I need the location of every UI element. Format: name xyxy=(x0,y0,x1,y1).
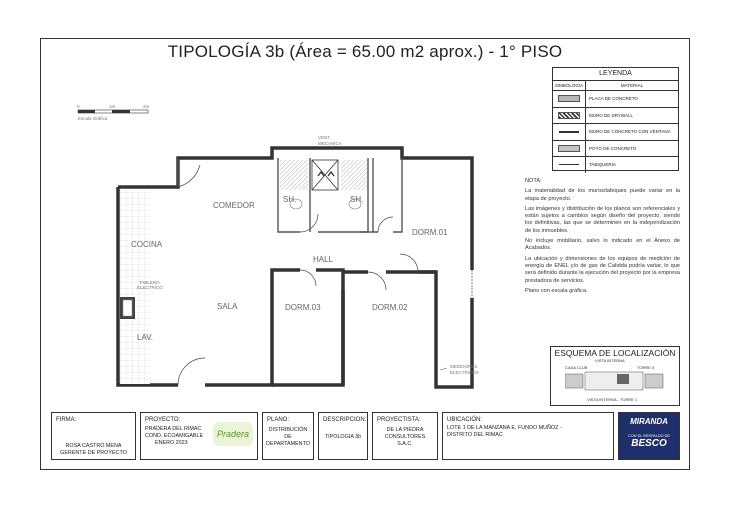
room-lav: LAV. xyxy=(137,333,154,342)
room-cocina: COCINA xyxy=(131,240,163,249)
descripcion-heading: DESCRIPCION: xyxy=(323,417,367,423)
room-hall: HALL xyxy=(313,255,334,264)
legend-col-material: MATERIAL xyxy=(620,83,644,88)
room-sh2: SH. xyxy=(350,195,364,204)
location-casa-club: CASA CLUB xyxy=(565,365,588,370)
legend-row xyxy=(553,141,678,158)
location-torre5: TORRE 5 xyxy=(637,365,655,370)
legend-row xyxy=(553,124,678,141)
legend-label: MURO DE CONCRETO CON VENTANA xyxy=(589,129,671,135)
ubicacion-heading: UBICACIÓN: xyxy=(447,417,483,423)
proyecto-line3: ENERO 2023 xyxy=(155,440,188,446)
partition-swatch xyxy=(559,164,579,165)
plano-heading: PLANO: xyxy=(267,417,290,423)
notes-heading: NOTA: xyxy=(525,178,542,184)
plano-box xyxy=(262,412,314,460)
firma-name: ROSA CASTRO MENA xyxy=(65,443,122,449)
room-dorm01: DORM.01 xyxy=(412,228,448,237)
legend-row xyxy=(553,91,678,108)
legend-label: TABIQUERIA xyxy=(589,162,616,168)
mecanica-label: MECANICA xyxy=(318,141,342,146)
electrico-label: ELECTRICO xyxy=(137,285,163,290)
legend-title: LEYENDA xyxy=(553,68,678,81)
scale-tick-0: 0 xyxy=(77,104,80,109)
legend-row xyxy=(553,108,678,125)
legend xyxy=(552,67,679,171)
concrete-bench-swatch xyxy=(558,145,580,152)
room-dorm03: DORM.03 xyxy=(285,303,321,312)
brand-miranda: MIRANDA xyxy=(630,417,668,426)
medidores-label: MEDIDORES xyxy=(450,364,478,369)
notes xyxy=(525,178,680,298)
brand-respaldo: CON EL RESPALDO DE xyxy=(628,434,670,438)
descripcion-value: TIPOLOGIA 3b xyxy=(324,434,362,440)
proyectista-line3: S.A.C. xyxy=(397,441,413,447)
location-map xyxy=(565,370,665,394)
note-4: La ubicación y dimensiones de los equipos de medición de energía de ENEL y/o de gas de Calidda podría variar, lo que será definido durante la ejecución del proyecto por la empresa prestadora de servicios. xyxy=(525,255,680,284)
legend-row xyxy=(553,157,678,173)
pradera-logo: Pradera xyxy=(213,422,253,446)
plano-line3: DEPARTAMENTO xyxy=(266,441,310,447)
note-1: La materialidad de los muros/tabiques puede variar en la etapa de proyecto. xyxy=(525,188,680,202)
proyectista-line2: CONSULTORES xyxy=(384,434,426,440)
proyectista-line1: DE LA PIEDRA xyxy=(386,427,424,433)
room-comedor: COMEDOR xyxy=(213,201,255,210)
page-title: TIPOLOGÍA 3b (Área = 65.00 m2 aprox.) - 1° PISO xyxy=(167,42,563,61)
scale-tick-2: 2m xyxy=(143,104,150,109)
proyecto-line1: PRADERA DEL RIMAC xyxy=(145,426,202,432)
vent-label: VENT. xyxy=(318,135,331,140)
scale-bar xyxy=(77,104,150,121)
ubicacion-line2: DISTRITO DEL RIMAC xyxy=(447,432,503,438)
brand-logo xyxy=(618,412,680,460)
legend-col-symbol: SIMBOLOGIA xyxy=(553,81,586,90)
proyectista-box xyxy=(372,412,438,460)
legend-label: PLACA DE CONCRETO xyxy=(589,96,638,102)
electricos-label: ELECTRICOS xyxy=(450,370,479,375)
note-5: Plano con escala gráfica. xyxy=(525,287,588,294)
legend-label: MURO DE DRYWALL xyxy=(589,112,634,118)
proyecto-heading: PROYECTO: xyxy=(145,417,181,423)
window-wall-swatch xyxy=(559,131,579,133)
location-vista-torre1: VISTA INTERNA - TORRE 1 xyxy=(587,397,638,402)
location-vista-interna: VISTA INTERNA xyxy=(595,358,625,363)
scale-tick-1: 1m xyxy=(109,104,116,109)
note-3: No incluye mobiliario, salvo lo indicado en el Anexo de Acabados. xyxy=(525,238,680,252)
room-sh1: SH. xyxy=(283,195,297,204)
proyectista-heading: PROYECTISTA: xyxy=(377,417,421,423)
plano-line1: DISTRIBUCIÓN xyxy=(268,427,308,433)
drywall-swatch xyxy=(558,112,580,119)
scale-label: Escala Gráfica xyxy=(78,116,108,121)
tablero-label: TABLERO xyxy=(139,280,160,285)
plano-line2: DE xyxy=(284,434,292,440)
legend-label: POYO DE CONCRETO xyxy=(589,145,637,151)
firma-box xyxy=(51,412,136,460)
ubicacion-line1: LOTE 1 DE LA MANZANA E, FUNDO MUÑOZ - xyxy=(447,425,562,431)
proyecto-line2: COND. ECOAMIGABLE xyxy=(145,433,204,439)
room-dorm02: DORM.02 xyxy=(372,303,408,312)
firma-role: GERENTE DE PROYECTO xyxy=(60,450,127,456)
descripcion-box xyxy=(318,412,368,460)
firma-heading: FIRMA: xyxy=(56,417,77,423)
brand-besco: BESCO xyxy=(631,438,667,449)
location-scheme xyxy=(550,346,680,406)
door-swings xyxy=(178,165,472,385)
room-sala: SALA xyxy=(217,302,238,311)
note-2: Las imágenes y distribución de los planos son referenciales y están sujetos a cambios según diseño del proyecto, siendo los definitivas, las que se determinen en la independización de los inmuebles. xyxy=(525,205,680,234)
concrete-slab-swatch xyxy=(558,95,580,102)
location-title: ESQUEMA DE LOCALIZACIÓN xyxy=(554,348,676,358)
proyecto-box xyxy=(140,412,258,460)
ubicacion-box xyxy=(442,412,614,460)
